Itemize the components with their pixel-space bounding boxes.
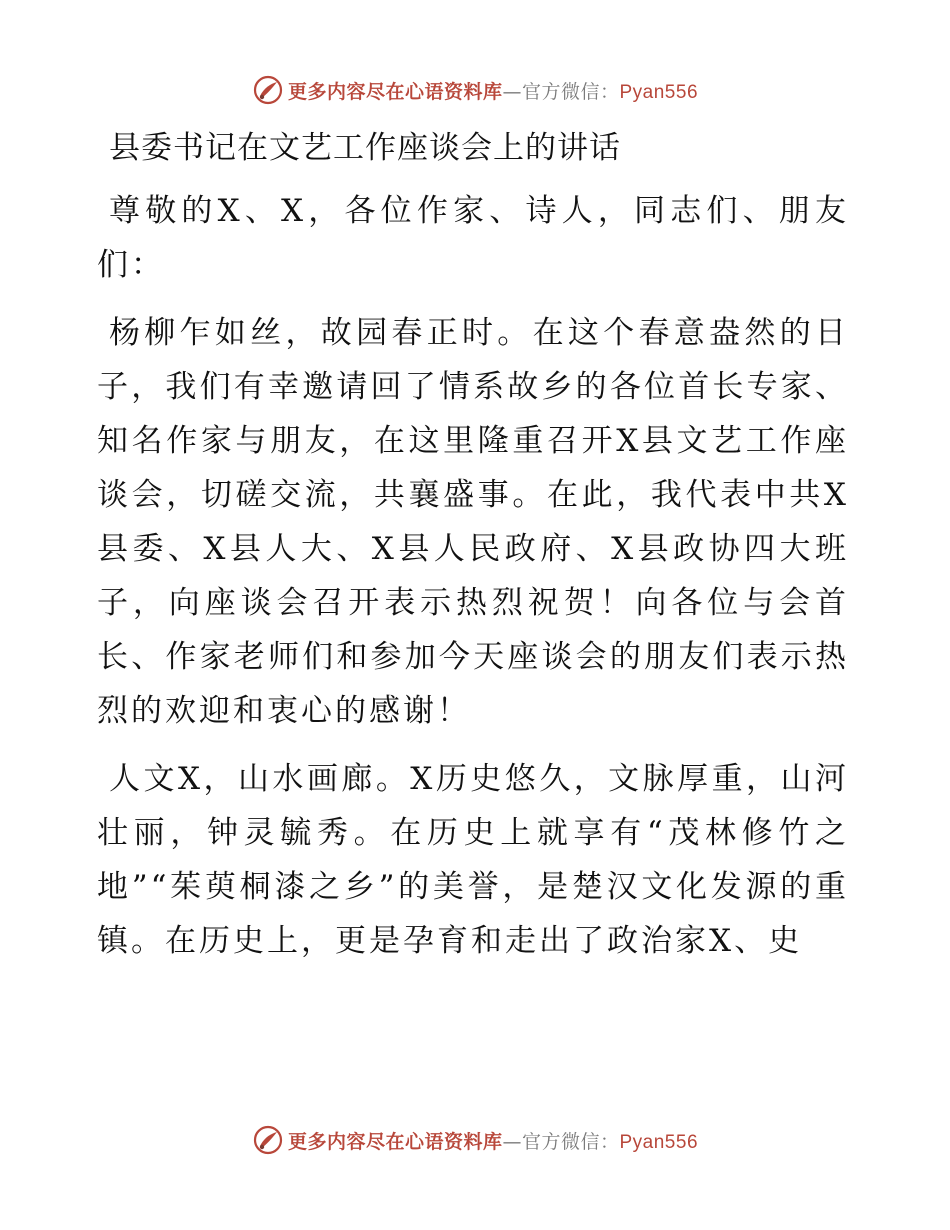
document-title: 县委书记在文艺工作座谈会上的讲话	[109, 130, 621, 166]
footer-watermark	[0, 1122, 950, 1158]
watermark-text	[288, 77, 698, 104]
watermark-gray-text: —官方微信：	[502, 80, 620, 103]
logo-brush-icon	[252, 1124, 284, 1156]
paragraph-history: 人文X，山水画廊。X历史悠久，文脉厚重，山河壮丽，钟灵毓秀。在历史上就享有“茂林修竹之地”“茱萸桐漆之乡”的美誉，是楚汉文化发源的重镇。在历史上，更是孕育和走出了政治家X、史	[97, 761, 849, 959]
watermark-text	[288, 1127, 698, 1154]
watermark-gray-text: —官方微信：	[502, 1130, 620, 1153]
paragraph-welcome: 杨柳乍如丝，故园春正时。在这个春意盎然的日子，我们有幸邀请回了情系故乡的各位首长专家、知名作家与朋友，在这里隆重召开X县文艺工作座谈会，切磋交流，共襄盛事。在此，我代表中共X县委、X县人大、X县人民政府、X县政协四大班子，向座谈会召开表示热烈祝贺！向各位与会首长、作家老师们和参加今天座谈会的朋友们表示热烈的欢迎和衷心的感谢！	[97, 315, 849, 729]
watermark-red-text: 更多内容尽在心语资料库	[287, 80, 503, 103]
document-body	[97, 122, 849, 982]
watermark-wechat-id: Pyan556	[619, 81, 699, 103]
paragraph-salutation: 尊敬的X、X，各位作家、诗人，同志们、朋友们：	[97, 193, 849, 283]
header-watermark	[0, 72, 950, 108]
watermark-red-text: 更多内容尽在心语资料库	[287, 1130, 503, 1153]
logo-brush-icon	[252, 74, 284, 106]
watermark-wechat-id: Pyan556	[619, 1131, 699, 1153]
